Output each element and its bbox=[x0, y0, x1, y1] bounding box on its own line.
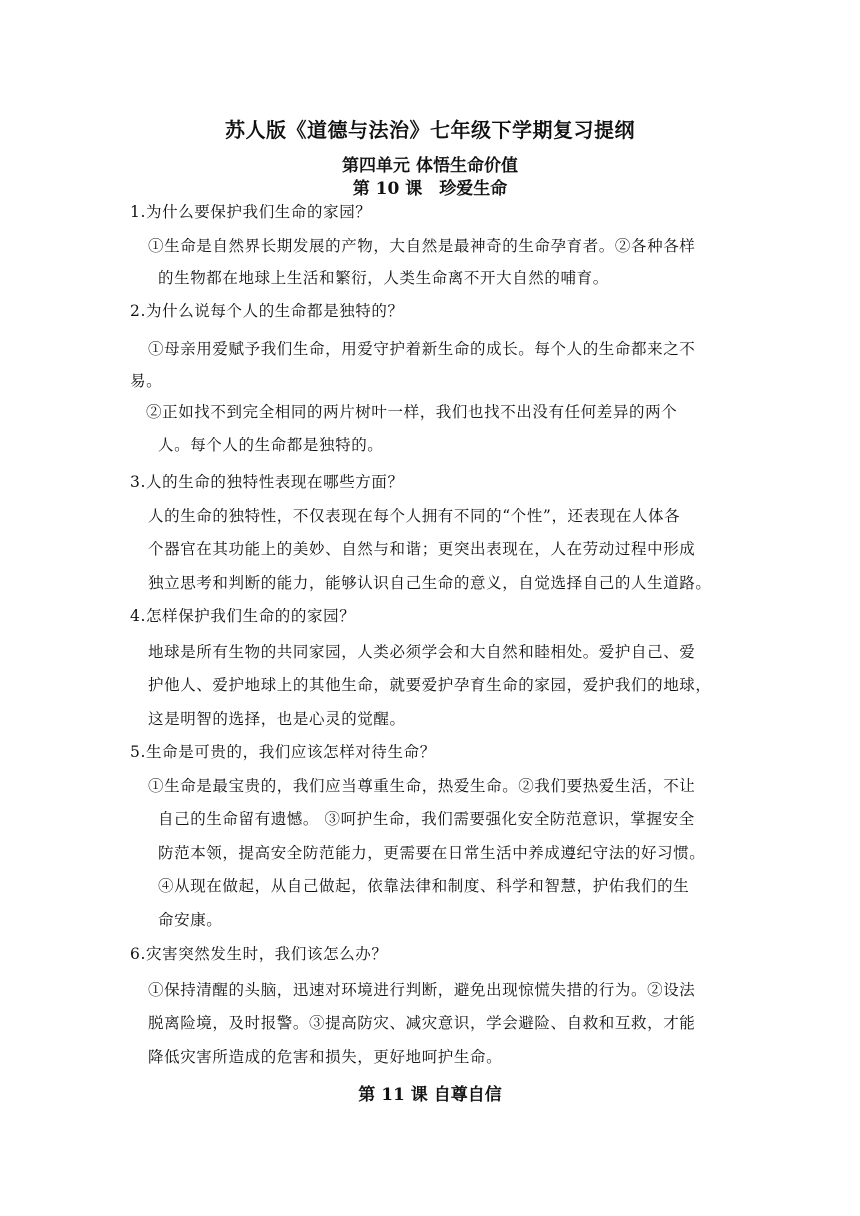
answer-line: 护他人、爱护地球上的其他生命，就要爱护孕育生命的家园，爱护我们的地球， bbox=[148, 676, 712, 694]
answer-line: ④从现在做起，从自己做起，依靠法律和制度、科学和智慧，护佑我们的生 bbox=[158, 877, 690, 895]
answer-line: 人。每个人的生命都是独特的。 bbox=[158, 436, 384, 454]
answer-line: 防范本领，提高安全防范能力，更需要在日常生活中养成遵纪守法的好习惯。 bbox=[158, 844, 706, 862]
answer-line: ①保持清醒的头脑，迅速对环境进行判断，避免出现惊慌失措的行为。②设法 bbox=[148, 981, 696, 999]
answer-line: ①生命是最宝贵的，我们应当尊重生命，热爱生命。②我们要热爱生活，不让 bbox=[148, 777, 696, 795]
question-heading: 1.为什么要保护我们生命的家园？ bbox=[130, 203, 372, 221]
unit-heading: 第四单元 体悟生命价值 bbox=[342, 156, 518, 176]
question-heading: 3.人的生命的独特性表现在哪些方面？ bbox=[130, 473, 404, 491]
answer-line: 脱离险境，及时报警。③提高防灾、减灾意识，学会避险、自救和互救，才能 bbox=[148, 1014, 696, 1032]
answer-line: 独立思考和判断的能力，能够认识自己生命的意义，自觉选择自己的人生道路。 bbox=[148, 574, 712, 592]
answer-line: 这是明智的选择，也是心灵的觉醒。 bbox=[148, 710, 406, 728]
question-heading: 5.生命是可贵的，我们应该怎样对待生命？ bbox=[130, 743, 436, 761]
answer-line: ①生命是自然界长期发展的产物，大自然是最神奇的生命孕育者。②各种各样 bbox=[148, 237, 696, 255]
document-title: 苏人版《道德与法治》七年级下学期复习提纲 bbox=[225, 118, 635, 142]
answer-line: 易。 bbox=[130, 372, 163, 390]
question-heading: 2.为什么说每个人的生命都是独特的？ bbox=[130, 302, 404, 320]
answer-line: 人的生命的独特性，不仅表现在每个人拥有不同的“个性”，还表现在人体各 bbox=[148, 507, 681, 525]
answer-line: 命安康。 bbox=[158, 911, 223, 929]
answer-line: 个器官在其功能上的美妙、自然与和谐；更突出表现在，人在劳动过程中形成 bbox=[148, 540, 696, 558]
answer-line: 自己的生命留有遗憾。 ③呵护生命，我们需要强化安全防范意识，掌握安全 bbox=[158, 810, 695, 828]
answer-line: ①母亲用爱赋予我们生命，用爱守护着新生命的成长。每个人的生命都来之不 bbox=[148, 340, 696, 358]
answer-line: 降低灾害所造成的危害和损失，更好地呵护生命。 bbox=[148, 1048, 503, 1066]
answer-line: 地球是所有生物的共同家园，人类必须学会和大自然和睦相处。爱护自己、爱 bbox=[148, 643, 696, 661]
question-heading: 4.怎样保护我们生命的的家园？ bbox=[130, 607, 356, 625]
lesson-heading: 第 10 课 珍爱生命 bbox=[352, 179, 508, 199]
answer-line: 的生物都在地球上生活和繁衍，人类生命离不开大自然的哺育。 bbox=[158, 269, 609, 287]
question-heading: 6.灾害突然发生时，我们该怎么办？ bbox=[130, 945, 388, 963]
answer-line: ②正如找不到完全相同的两片树叶一样，我们也找不出没有任何差异的两个 bbox=[146, 403, 678, 421]
lesson-heading-next: 第 11 课 自尊自信 bbox=[358, 1085, 502, 1105]
